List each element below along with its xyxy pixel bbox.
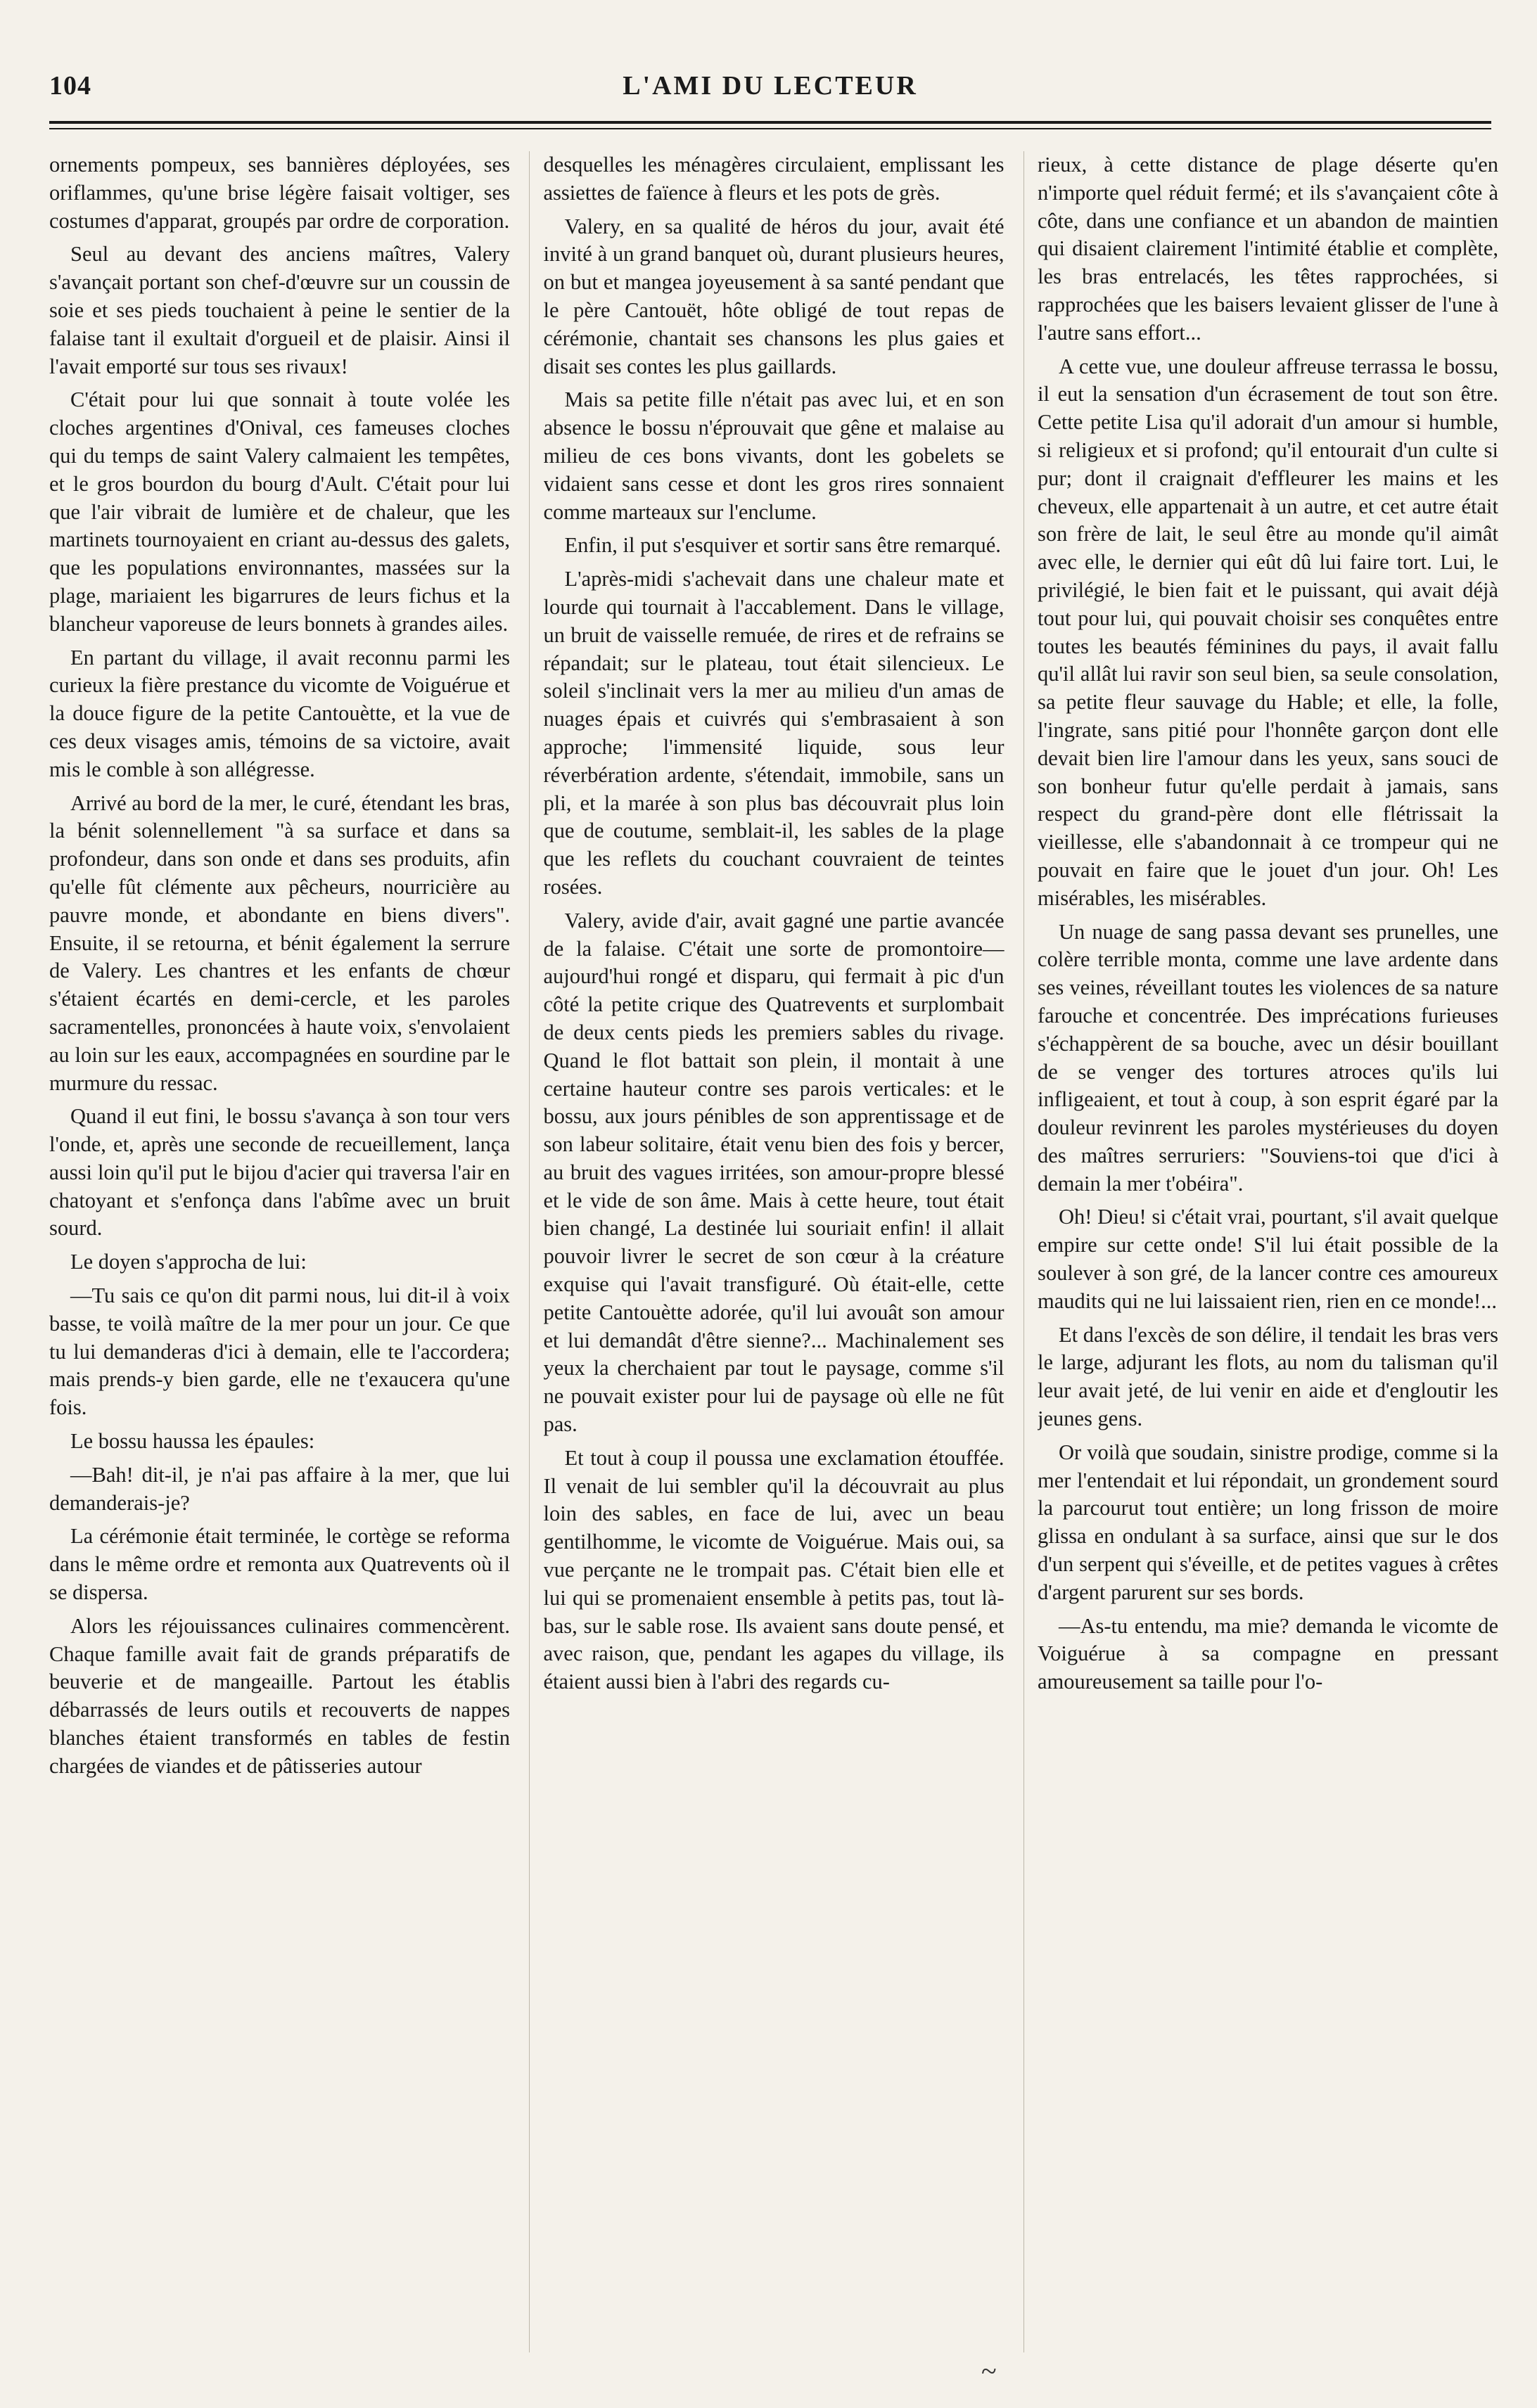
paragraph: Or voilà que soudain, sinistre prodige, comme si la mer l'entendait et lui répondait, un grondement sourd la parcourut tout entière; un long frisson de moire glissa en ondulant à sa surface, ainsi que sur le dos d'un serpent qui s'éveille, et de petites vagues à crêtes d'argent parurent sur ses bords. (1038, 1440, 1498, 1604)
paragraph: —As-tu entendu, ma mie? demanda le vicomte de Voiguérue à sa compagne en pressant amoureusement sa taille pour l'o- (1038, 1613, 1498, 1694)
paragraph: Quand il eut fini, le bossu s'avança à son tour vers l'onde, et, après une seconde de recueillement, lança aussi loin qu'il put le bijou d'acier qui traversa l'air en chatoyant et s'enfonça dans l'abîme avec un bruit sourd. (49, 1104, 510, 1241)
journal-title: L'AMI DU LECTEUR (623, 71, 918, 101)
footer-ornament: ~ (981, 2355, 997, 2387)
paragraph: Valery, avide d'air, avait gagné une partie avancée de la falaise. C'était une sorte de promontoire—aujourd'hui rongé et disparu, qui fermait à pic d'un côté la petite crique des Quatrevents et surplombait de deux cents pieds les premiers sables du rivage. Quand le flot battait son plein, il montait à une certaine hauteur contre ses parois verticales: et le bossu, aux jours pénibles de son apprentissage et de son labeur solitaire, était venu bien des fois y bercer, au bruit des vagues irritées, son amour-propre blessé et le vide de son âme. Mais à cette heure, tout était bien changé, La destinée lui souriait enfin! il allait pouvoir livrer le secret de son cœur à la créature exquise qui l'avait transfiguré. Où était-elle, cette petite Cantouètte adorée, qu'il lui avouât son amour et lui demandât d'être sienne?... Machinalement ses yeux la cherchaient par tout le paysage, comme s'il ne pouvait exister pour lui de paysage où elle ne fût pas. (543, 908, 1005, 1437)
paragraph: Enfin, il put s'esquiver et sortir sans être remarqué. (564, 533, 1001, 558)
text-column-3 (1038, 151, 1498, 2352)
paragraph: —Tu sais ce qu'on dit parmi nous, lui dit-il à voix basse, te voilà maître de la mer pour un jour. Ce que tu lui demanderas d'ici à demain, elle te l'accordera; mais prends-y bien garde, elle ne t'exaucera qu'une fois. (49, 1283, 510, 1420)
paragraph: ornements pompeux, ses bannières déployées, ses oriflammes, qu'une brise légère faisait voltiger, ses costumes d'apparat, groupés par ordre de corporation. (49, 153, 510, 233)
text-columns (49, 151, 1498, 2352)
paragraph: A cette vue, une douleur affreuse terrassa le bossu, il eut la sensation d'un écrasement de tout son être. Cette petite Lisa qu'il adorait d'un amour si humble, si religieux et si profond; qu'il entourait d'un culte si pur; dont il craignait d'effleurer les mains et les cheveux, elle appartenait à un autre, et cet autre était son frère de lait, le seul être au monde qu'il aimât avec elle, le dernier qui eût dû lui faire tort. Lui, le privilégié, le bien fait et le puissant, qui avait déjà tout pour lui, qui pouvait choisir ses conquêtes entre toutes les beautés féminines du pays, il avait fallu qu'il allât lui ravir son seul bien, sa seule consolation, sa petite fleur sauvage du Hable; et elle, la folle, l'ingrate, sans pitié pour l'honnête garçon dont elle devait bien lire l'amour dans les yeux, sans souci de son bonheur futur qu'elle perdait à jamais, sans respect du grand-père dont elle flétrissait la vieillesse, elle s'abandonnait à ce trompeur qui ne pouvait en faire que le jouet d'un jour. Oh! Les misérables, les misérables. (1038, 354, 1498, 910)
text-column-1 (49, 151, 510, 2352)
paragraph: desquelles les ménagères circulaient, emplissant les assiettes de faïence à fleurs et les pots de grès. (543, 153, 1005, 205)
paragraph: En partant du village, il avait reconnu parmi les curieux la fière prestance du vicomte de Voiguérue et la douce figure de la petite Cantouètte, et la vue de ces deux visages amis, témoins de sa victoire, avait mis le comble à son allégresse. (49, 645, 510, 781)
page-number: 104 (49, 71, 91, 101)
paragraph: Le bossu haussa les épaules: (70, 1429, 315, 1454)
paragraph: Valery, en sa qualité de héros du jour, avait été invité à un grand banquet où, durant plusieurs heures, on but et mangea joyeusement à sa santé pendant que le père Cantouët, hôte obligé de tout repas de cérémonie, chantait ses chansons les plus gaies et disait ses contes les plus gaillards. (543, 214, 1005, 378)
paragraph: Un nuage de sang passa devant ses prunelles, une colère terrible monta, comme une lave ardente dans ses veines, réveillant toutes les violences de sa nature farouche et concentrée. Des imprécations furieuses s'échappèrent de sa bouche, avec un désir bouillant de se venger des tortures atroces qu'ils lui infligeaient, et tout à coup, à son esprit égaré par la douleur revinrent les paroles mystérieuses du doyen des maîtres serruriers: "Souviens-toi que d'ici à demain la mer t'obéira". (1038, 919, 1498, 1196)
paragraph: Oh! Dieu! si c'était vrai, pourtant, s'il avait quelque empire sur cette onde! S'il lui était possible de la soulever à son gré, de la lancer contre ces amoureux maudits qui ne lui laissaient rien, rien en ce monde!... (1038, 1205, 1498, 1313)
header-rule-thin (49, 128, 1491, 129)
paragraph: Seul au devant des anciens maîtres, Valery s'avançait portant son chef-d'œuvre sur un coussin de soie et ses pieds touchaient à peine le sentier de la falaise tant il exultait d'orgueil et de plaisir. Ainsi il l'avait emporté sur tous ses rivaux! (49, 242, 510, 378)
paragraph: rieux, à cette distance de plage déserte qu'en n'importe quel réduit fermé; et ils s'avançaient côte à côte, dans une confiance et un abandon de maintien qui disaient clairement l'intimité établie et complète, les bras entrelacés, les têtes rapprochées, si rapprochées que les baisers levaient glisser de l'une à l'autre sans effort... (1038, 153, 1498, 345)
paragraph: Mais sa petite fille n'était pas avec lui, et en son absence le bossu n'éprouvait que gêne et malaise au milieu de ces bons vivants, dont les gobelets se vidaient sans cesse et dont les gros rires sonnaient comme marteaux sur l'enclume. (543, 388, 1005, 524)
paragraph: Alors les réjouissances culinaires commencèrent. Chaque famille avait fait de grands préparatifs de beuverie et de mangeaille. Partout les établis débarrassés de leurs outils et recouverts de nappes blanches étaient transformés en tables de festin chargées de viandes et de pâtisseries autour (49, 1613, 510, 1778)
text-column-2 (544, 151, 1005, 2352)
paragraph: Et tout à coup il poussa une exclamation étouffée. Il venait de lui sembler qu'il la découvrait au plus loin des sables, en face de lui, avec un beau gentilhomme, le vicomte de Voiguérue. Mais oui, sa vue perçante ne le trompait pas. C'était bien elle et lui qui se promenaient ensemble à petits pas, tout là-bas, sur le sable rose. Ils avaient sans doute pensé, et avec raison, que, pendant les agapes du village, ils étaient aussi bien à l'abri des regards cu- (543, 1445, 1005, 1694)
paragraph: L'après-midi s'achevait dans une chaleur mate et lourde qui tournait à l'accablement. Dans le village, un bruit de vaisselle remuée, de rires et de refrains se répandait; sur le plateau, tout était silencieux. Le soleil s'inclinait vers la mer au milieu d'un amas de nuages épais et cuivrés qui s'embrasaient à son approche; l'immensité liquide, sous leur réverbération ardente, s'étendait, immobile, sans un pli, et la marée à son plus bas découvrait plus loin que de coutume, semblait-il, les sables de la plage que les reflets du couchant couvraient de teintes rosées. (543, 567, 1005, 899)
page-header (49, 70, 1491, 113)
paragraph: Arrivé au bord de la mer, le curé, étendant les bras, la bénit solennellement "à sa surface et dans sa profondeur, dans son onde et dans ses produits, afin qu'elle fût clémente aux pêcheurs, nourricière au pauvre monde, et abondante en biens divers". Ensuite, il se retourna, et bénit également la serrure de Valery. Les chantres et les enfants de chœur s'étaient écartés en demi-cercle, et les paroles sacramentelles, prononcées à haute voix, s'envolaient au loin sur les eaux, accompagnées en sourdine par le murmure du ressac. (49, 790, 510, 1095)
paragraph: C'était pour lui que sonnait à toute volée les cloches argentines d'Onival, ces fameuses cloches qui du temps de saint Valery calmaient les tempêtes, et le gros bourdon du bourg d'Ault. C'était pour lui que l'air vibrait de lumière et de chaleur, que les martinets tournoyaient en criant au-dessus des galets, que les populations environnantes, massées sur la plage, mariaient les bigarrures de leurs fichus et la blancheur vaporeuse de leurs bonnets à grandes ailes. (49, 388, 510, 636)
paragraph: —Bah! dit-il, je n'ai pas affaire à la mer, que lui demanderais-je? (49, 1462, 510, 1515)
paragraph: La cérémonie était terminée, le cortège se reforma dans le même ordre et remonta aux Quatrevents où il se dispersa. (49, 1524, 510, 1605)
paragraph: Et dans l'excès de son délire, il tendait les bras vers le large, adjurant les flots, au nom du talisman qu'il leur avait jeté, de lui venir en aide et d'engloutir les jeunes gens. (1038, 1322, 1498, 1431)
header-rule-thick (49, 121, 1491, 124)
paragraph: Le doyen s'approcha de lui: (70, 1250, 307, 1274)
